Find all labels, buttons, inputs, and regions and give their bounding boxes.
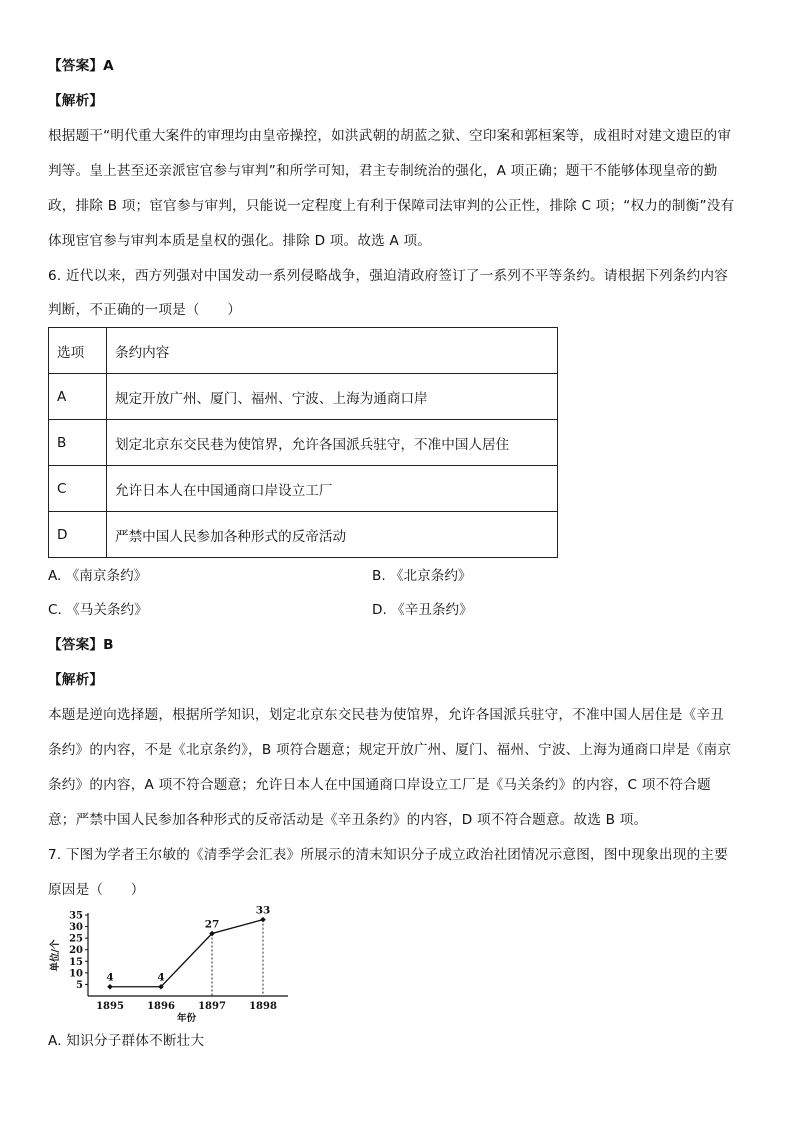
- table-row: [49, 420, 558, 466]
- analysis-text-line: 判等。皇上甚至还亲派宦官参与审判”和所学可知，君主专制统治的强化，A 项正确；题干不能够体现皇帝的勤: [48, 163, 718, 179]
- data-label: 33: [255, 904, 271, 917]
- question-stem-line: 7. 下图为学者王尔敏的《清季学会汇表》所展示的清末知识分子成立政治社团情况示意图，图中现象出现的主要: [48, 847, 728, 863]
- y-tick-label: 10: [69, 968, 83, 980]
- answer-label: 【答案】B: [48, 637, 114, 653]
- analysis-text-line: 政，排除 B 项；宦官参与审判，只能说一定程度上有利于保障司法审判的公正性，排除 C 项；“权力的制衡”没有: [48, 198, 735, 214]
- table-header-row: [49, 328, 558, 374]
- choice-c: C. 《马关条约》: [48, 602, 148, 618]
- data-label: 4: [106, 971, 114, 984]
- table-header-cell: 选项: [49, 328, 107, 374]
- data-point: [107, 984, 113, 990]
- table-cell: A: [49, 374, 107, 420]
- choice-a: A. 知识分子群体不断壮大: [48, 1033, 205, 1049]
- y-axis-title: 单位/个: [50, 939, 61, 972]
- choice-b: B. 《北京条约》: [372, 568, 472, 584]
- table-row: [49, 466, 558, 512]
- series-line: [110, 920, 263, 987]
- y-tick-label: 35: [69, 910, 83, 922]
- question-stem-line: 原因是（ ）: [48, 882, 145, 898]
- analysis-text-line: 体现宦官参与审判本质是皇权的强化。排除 D 项。故选 A 项。: [48, 233, 432, 249]
- data-point: [260, 917, 266, 923]
- x-tick-label: 1896: [147, 1001, 175, 1012]
- answer-label: 【答案】A: [48, 58, 114, 74]
- analysis-text-line: 条约》的内容，A 项不符合题意；允许日本人在中国通商口岸设立工厂是《马关条约》的内容，C 项不符合题: [48, 777, 711, 793]
- data-label: 27: [204, 918, 220, 931]
- table-header-cell: 条约内容: [107, 328, 558, 374]
- table-cell: D: [49, 512, 107, 558]
- y-tick-label: 25: [69, 933, 83, 945]
- x-axis-title: 年份: [176, 1013, 197, 1024]
- table-row: [49, 374, 558, 420]
- choice-a: A. 《南京条约》: [48, 568, 148, 584]
- treaty-table: [48, 327, 558, 558]
- y-tick-label: 20: [69, 945, 83, 957]
- y-tick-label: 30: [69, 922, 83, 934]
- x-tick-label: 1895: [96, 1001, 124, 1012]
- y-tick-label: 15: [69, 956, 83, 968]
- question-stem-line: 6. 近代以来，西方列强对中国发动一系列侵略战争，强迫清政府签订了一系列不平等条约。请根据下列条约内容: [48, 268, 728, 284]
- choice-d: D. 《辛丑条约》: [372, 602, 473, 618]
- data-label: 4: [157, 971, 165, 984]
- table-cell: 严禁中国人民参加各种形式的反帝活动: [107, 512, 558, 558]
- analysis-label: 【解析】: [48, 93, 104, 109]
- table-cell: 划定北京东交民巷为使馆界，允许各国派兵驻守，不准中国人居住: [107, 420, 558, 466]
- society-count-chart: [48, 903, 298, 1025]
- analysis-text-line: 本题是逆向选择题，根据所学知识，划定北京东交民巷为使馆界，允许各国派兵驻守，不准中国人居住是《辛丑: [48, 707, 724, 723]
- table-cell: 允许日本人在中国通商口岸设立工厂: [107, 466, 558, 512]
- table-cell: B: [49, 420, 107, 466]
- table-cell: C: [49, 466, 107, 512]
- analysis-label: 【解析】: [48, 672, 104, 688]
- analysis-text-line: 条约》的内容，不是《北京条约》，B 项符合题意；规定开放广州、厦门、福州、宁波、上海为通商口岸是《南京: [48, 742, 732, 758]
- table-row: [49, 512, 558, 558]
- table-cell: 规定开放广州、厦门、福州、宁波、上海为通商口岸: [107, 374, 558, 420]
- question-stem-line: 判断，不正确的一项是（ ）: [48, 302, 242, 318]
- x-tick-label: 1898: [249, 1001, 277, 1012]
- y-tick-label: 5: [76, 979, 83, 991]
- analysis-text-line: 意；严禁中国人民参加各种形式的反帝活动是《辛丑条约》的内容，D 项不符合题意。故选 B 项。: [48, 812, 648, 828]
- analysis-text-line: 根据题干“明代重大案件的审理均由皇帝操控，如洪武朝的胡蓝之狱、空印案和郭桓案等，成祖时对建文遗臣的审: [48, 128, 732, 144]
- x-tick-label: 1897: [198, 1001, 226, 1012]
